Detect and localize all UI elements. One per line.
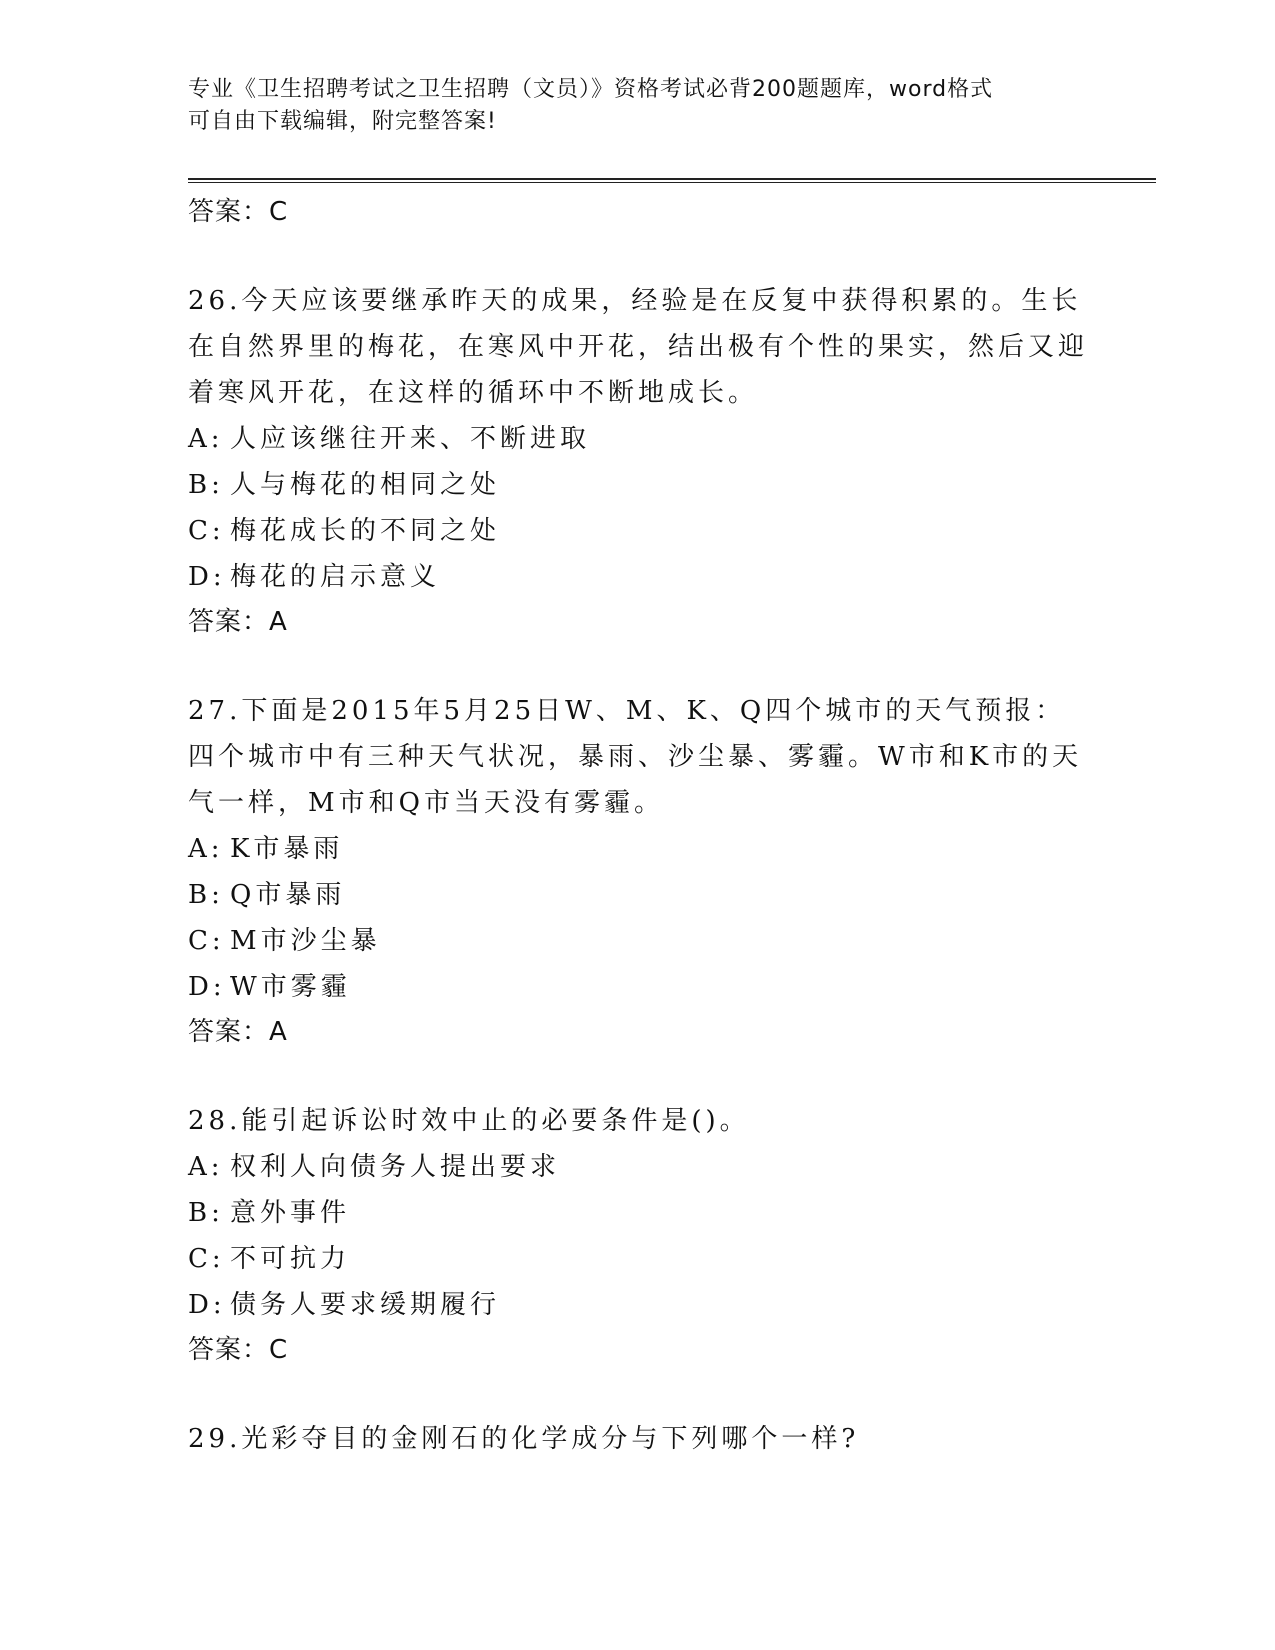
option-letter: D: [188,972,226,1002]
option-text: 不可抗力 [230,1244,351,1274]
answer: 答案：A [188,607,288,637]
option-d [188,554,1088,600]
option-b [188,1190,1088,1236]
option-letter: B: [188,880,224,910]
option-text: 债务人要求缓期履行 [230,1290,501,1320]
question-29 [188,1416,1088,1462]
question-text: 27.下面是2015年5月25日W、M、K、Q四个城市的天气预报：四个城市中有三种天气状况，暴雨、沙尘暴、雾霾。W市和K市的天气一样，M市和Q市当天没有雾霾。 [188,696,1083,818]
option-b [188,462,1088,508]
option-letter: D: [188,1290,226,1320]
option-letter: A: [188,834,224,864]
option-letter: D: [188,562,226,592]
option-text: W市雾霾 [230,972,351,1002]
option-a [188,416,1088,462]
option-b [188,872,1088,918]
header-line-1: 专业《卫生招聘考试之卫生招聘（文员）》资格考试必背200题题库，word格式 [188,77,994,102]
option-text: Q市暴雨 [230,880,346,910]
answer: 答案：C [188,1335,289,1365]
option-letter: A: [188,424,224,454]
question-28 [188,1098,1088,1372]
option-text: 权利人向债务人提出要求 [230,1152,561,1182]
document-header [188,74,1088,138]
previous-answer: 答案：C [188,197,289,227]
option-c [188,508,1088,554]
option-d [188,964,1088,1010]
option-letter: A: [188,1152,224,1182]
option-letter: C: [188,1244,225,1274]
option-text: 人应该继往开来、不断进取 [230,424,591,454]
option-c [188,918,1088,964]
option-a [188,826,1088,872]
question-text: 26.今天应该要继承昨天的成果，经验是在反复中获得积累的。生长在自然界里的梅花，在寒风中开花，结出极有个性的果实，然后又迎着寒风开花，在这样的循环中不断地成长。 [188,286,1089,408]
option-letter: C: [188,516,225,546]
option-letter: B: [188,470,224,500]
option-c [188,1236,1088,1282]
option-text: 意外事件 [230,1198,351,1228]
question-26 [188,278,1088,644]
document-body [188,190,1088,1462]
option-text: K市暴雨 [230,834,344,864]
header-line-2: 可自由下载编辑，附完整答案! [188,109,497,134]
option-text: 梅花成长的不同之处 [230,516,501,546]
option-letter: B: [188,1198,224,1228]
option-a [188,1144,1088,1190]
header-divider [188,178,1156,183]
question-27 [188,688,1088,1054]
option-d [188,1282,1088,1328]
answer: 答案：A [188,1017,288,1047]
option-letter: C: [188,926,225,956]
option-text: 人与梅花的相同之处 [230,470,501,500]
question-text: 28.能引起诉讼时效中止的必要条件是()。 [188,1106,750,1136]
option-text: M市沙尘暴 [230,926,381,956]
question-text: 29.光彩夺目的金刚石的化学成分与下列哪个一样? [188,1424,860,1454]
option-text: 梅花的启示意义 [230,562,441,592]
